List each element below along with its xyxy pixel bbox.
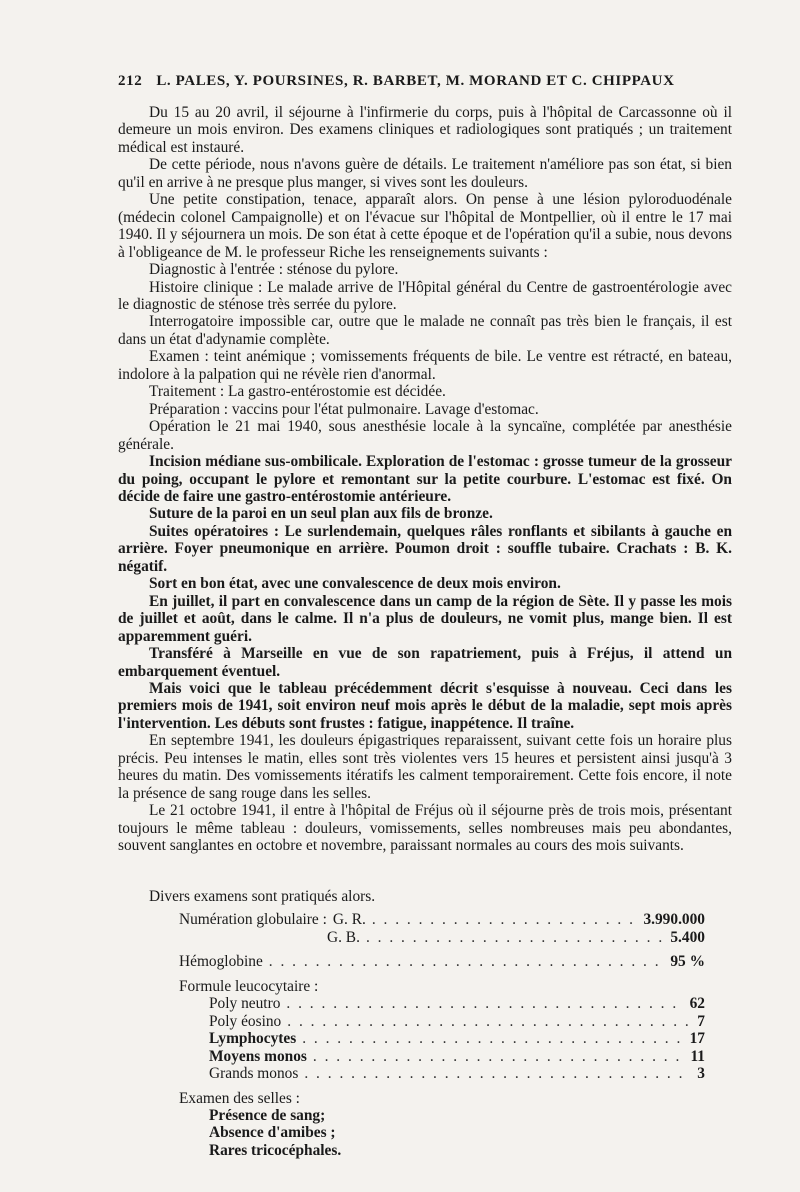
leader-dots bbox=[304, 1065, 691, 1082]
gb-row bbox=[149, 929, 705, 946]
paragraph: En septembre 1941, les douleurs épigastriques reparaissent, suivant cette fois un horaire plus précis. Peu intenses le matin, elles sont très violentes vers 15 heures et persistent ainsi jusqu'à 3 heures du matin. Des vomissements itératifs les calment temporairement. Cette fois encore, il note la présence de sang rouge dans les selles. bbox=[118, 732, 732, 802]
paragraph: De cette période, nous n'avons guère de détails. Le traitement n'améliore pas son état, si bien qu'il en arrive à ne presque plus manger, si vives sont les douleurs. bbox=[118, 156, 732, 191]
paragraph: Incision médiane sus-ombilicale. Exploration de l'estomac : grosse tumeur de la grosseur du poing, occupant le pylore et remontant sur la petite courbure. L'estomac est fixé. On décide de faire une gastro-entérostomie antérieure. bbox=[118, 453, 732, 505]
running-header bbox=[118, 73, 718, 90]
paragraph: Transféré à Marseille en vue de son rapatriement, puis à Fréjus, il attend un embarquement éventuel. bbox=[118, 645, 732, 680]
body-text bbox=[118, 104, 732, 854]
paragraph: Préparation : vaccins pour l'état pulmonaire. Lavage d'estomac. bbox=[149, 400, 539, 418]
leader-dots bbox=[269, 953, 665, 970]
selles-item: Rares tricocéphales. bbox=[209, 1141, 342, 1159]
formule-label: Formule leucocytaire : bbox=[179, 977, 319, 995]
hemoglobine-label: Hémoglobine bbox=[179, 953, 263, 971]
paragraph: Opération le 21 mai 1940, sous anesthésie locale à la syncaïne, complétée par anesthésie générale. bbox=[118, 418, 732, 453]
formule-row bbox=[149, 1013, 705, 1030]
gr-label: G. R. bbox=[332, 911, 366, 929]
formule-value: 3 bbox=[697, 1065, 705, 1083]
formule-label: Grands monos bbox=[209, 1065, 299, 1083]
formule-value: 62 bbox=[689, 995, 705, 1013]
paragraph: Suture de la paroi en un seul plan aux fils de bronze. bbox=[149, 505, 493, 523]
formule-value: 7 bbox=[697, 1012, 705, 1030]
leader-dots bbox=[302, 1030, 683, 1047]
exams-intro: Divers examens sont pratiqués alors. bbox=[149, 888, 376, 905]
paragraph: Diagnostic à l'entrée : sténose du pylore. bbox=[149, 261, 399, 279]
paragraph: Le 21 octobre 1941, il entre à l'hôpital de Fréjus où il séjourne près de trois mois, présentant toujours le même tableau : douleurs, vomissements, selles nombreuses mais peu abondantes, souvent sanglantes en octobre et novembre, paraissant normales au cours des mois suivants. bbox=[118, 802, 732, 855]
formule-row bbox=[149, 1048, 705, 1065]
formule-row bbox=[149, 1065, 705, 1082]
leader-dots bbox=[286, 995, 683, 1012]
formule-value: 17 bbox=[689, 1030, 705, 1048]
leader-dots bbox=[372, 911, 638, 928]
formule-row bbox=[149, 1030, 705, 1047]
gb-value: 5.400 bbox=[670, 928, 705, 946]
paragraph: Mais voici que le tableau précédemment décrit s'esquisse à nouveau. Ceci dans les premiers mois de 1941, soit environ neuf mois après le début de la maladie, sept mois après l'intervention. Les débuts sont frustes : fatigue, inappétence. Il traîne. bbox=[118, 679, 732, 732]
formule-label: Poly éosino bbox=[209, 1012, 282, 1030]
formule-value: 11 bbox=[690, 1047, 705, 1065]
selles-item: Absence d'amibes ; bbox=[209, 1124, 336, 1142]
hemoglobine-value: 95 % bbox=[670, 953, 705, 971]
gr-value: 3.990.000 bbox=[643, 911, 705, 929]
gr-row bbox=[149, 911, 705, 928]
formule-label: Lymphocytes bbox=[209, 1030, 297, 1048]
hemoglobine-row bbox=[149, 953, 705, 970]
exam-results bbox=[149, 888, 705, 1159]
leader-dots bbox=[366, 929, 664, 946]
gb-label: G. B. bbox=[327, 928, 360, 946]
authors: L. PALES, Y. POURSINES, R. BARBET, M. MORAND ET C. CHIPPAUX bbox=[156, 73, 675, 89]
selles-item: Présence de sang; bbox=[209, 1106, 326, 1124]
paragraph: Du 15 au 20 avril, il séjourne à l'infirmerie du corps, puis à l'hôpital de Carcassonne où il demeure un mois environ. Des examens cliniques et radiologiques sont pratiqués ; un traitement médical est instauré. bbox=[118, 104, 732, 156]
formule-row bbox=[149, 995, 705, 1012]
paragraph: Une petite constipation, tenace, apparaît alors. On pense à une lésion pyloroduodénale (médecin colonel Campaignolle) et on l'évacue sur l'hôpital de Montpellier, où il entre le 17 mai 1940. Il y séjournera un mois. De son état à cette époque et de l'opération qu'il a subie, nous devons à l'obligeance de M. le professeur Riche les renseignements suivants : bbox=[118, 191, 732, 261]
formule-heading bbox=[149, 978, 705, 995]
numeration-label: Numération globulaire : bbox=[179, 911, 327, 929]
selles-label: Examen des selles : bbox=[179, 1089, 300, 1107]
paragraph: Sort en bon état, avec une convalescence de deux mois environ. bbox=[149, 575, 561, 593]
paragraph: Suites opératoires : Le surlendemain, quelques râles ronflants et sibilants à gauche en arrière. Foyer pneumonique en arrière. Poumon droit : souffle tubaire. Crachats : B. K. négatif. bbox=[118, 522, 732, 575]
paragraph: Traitement : La gastro-entérostomie est décidée. bbox=[149, 383, 446, 401]
formule-label: Poly neutro bbox=[209, 995, 281, 1013]
paragraph: Interrogatoire impossible car, outre que le malade ne connaît pas très bien le français, il est dans un état d'adynamie complète. bbox=[118, 313, 732, 348]
leader-dots bbox=[287, 1013, 691, 1030]
formule-label: Moyens monos bbox=[209, 1047, 307, 1065]
selles-heading bbox=[149, 1090, 705, 1107]
leader-dots bbox=[313, 1048, 685, 1065]
paragraph: Examen : teint anémique ; vomissements fréquents de bile. Le ventre est rétracté, en bateau, indolore à la palpation qui ne révèle rien d'anormal. bbox=[118, 348, 732, 383]
page-number: 212 bbox=[118, 73, 143, 89]
paragraph: Histoire clinique : Le malade arrive de l'Hôpital général du Centre de gastroentérologie avec le diagnostic de sténose très serrée du pylore. bbox=[118, 278, 732, 313]
paragraph: En juillet, il part en convalescence dans un camp de la région de Sète. Il y passe les mois de juillet et août, dans le calme. Il n'a plus de douleurs, ne vomit plus, mange bien. Il est apparemment guéri. bbox=[118, 592, 732, 645]
